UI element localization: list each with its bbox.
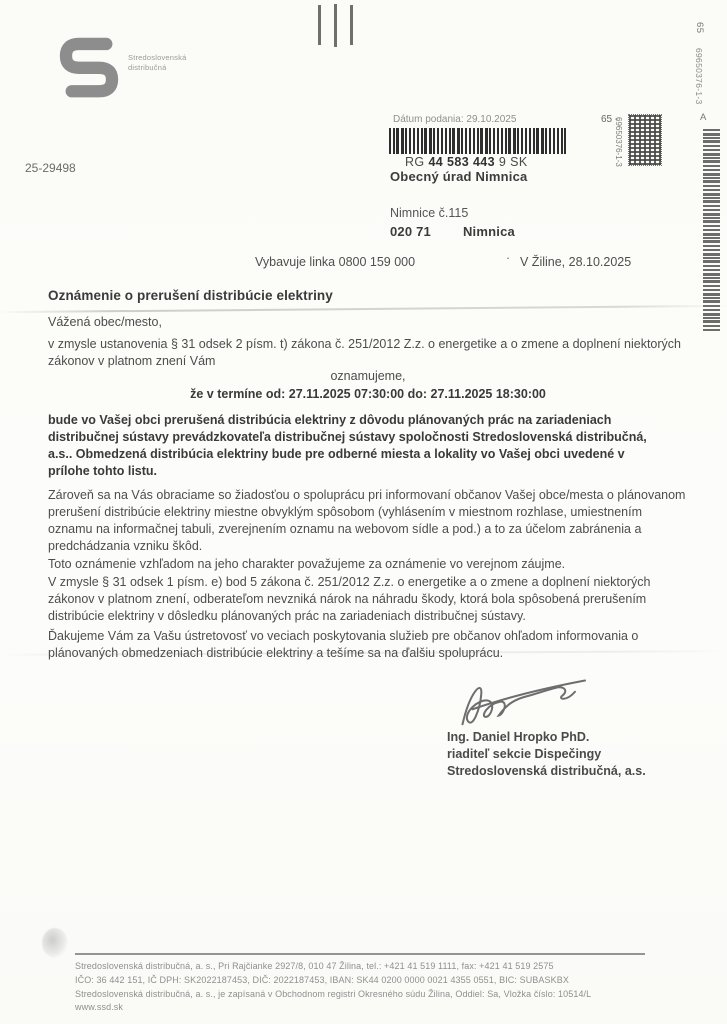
- footer-registration-ids: IČO: 36 442 151, IČ DPH: SK2022187453, DIČ: 2022187453, IBAN: SK44 0200 0000 0021 4355 0551, BIC: SUBASKBX: [75, 974, 569, 985]
- tracking-prefix: RG: [405, 155, 429, 169]
- scan-smudge: [42, 928, 68, 958]
- salutation: Vážená obec/mesto,: [48, 315, 162, 329]
- footer-website: www.ssd.sk: [75, 1002, 124, 1013]
- tracking-digits: 44 583 443: [428, 155, 495, 169]
- edge-barcode: [703, 129, 720, 331]
- signatory-company: Stredoslovenská distribučná, a.s.: [447, 764, 646, 778]
- tracking-number: [405, 155, 528, 169]
- recipient-city-line: [390, 224, 515, 239]
- signature-block: [447, 729, 646, 780]
- postal-barcode: [389, 128, 566, 154]
- recipient-zip: 020 71: [390, 224, 431, 239]
- term-line: že v termíne od: 27.11.2025 07:30:00 do: 27.11.2025 18:30:00: [190, 387, 546, 401]
- registration-mark: [334, 4, 337, 47]
- reference-number: 25-29498: [25, 161, 76, 175]
- logo-line1: Stredoslovenská: [128, 53, 187, 62]
- interruption-paragraph: bude vo Vašej obci prerušená distribúcia elektriny z dôvodu plánovaných prác na zariadeniach distribučnej sústavy prevádzkovateľa distribučnej sústavy spoločnosti Stredoslovenská distribučná, a.s.. Obmedzená distribúcia elektriny bude pre odberné miesta a lokality vo Vašej obci uvedené v prílohe tohto listu.: [48, 413, 647, 478]
- sticker-prefix: 65 -: [601, 114, 619, 125]
- footer-block: [75, 960, 591, 1015]
- recipient-city: Nimnica: [462, 224, 515, 239]
- posting-date: Dátum podania: 29.10.2025: [393, 114, 517, 125]
- place-date: V Žiline, 28.10.2025: [520, 255, 632, 269]
- public-interest-paragraph: Toto oznámenie vzhľadom na jeho charakter považujeme za oznámenie vo verejnom záujme.: [48, 557, 566, 571]
- edge-page-number: 65: [694, 22, 705, 34]
- cooperation-paragraph: Zároveň sa na Vás obraciame so žiadosťou o spoluprácu pri informovaní občanov Vašej obce/mesta o plánovanom prerušení distribúcie elektriny miestne obvyklým spôsobom (vyhlásením v miestnom rozhlase, umiestnením oznamu na informačnej tabuli, zverejnením oznamu na webovom sídle a pod.) a to za účelom zabránenia a predchádzania vzniku škôd.: [48, 488, 686, 553]
- registration-mark: [350, 5, 353, 45]
- scan-artifact-line: [0, 305, 727, 313]
- logo-line2: distribučná: [128, 62, 167, 72]
- recipient-street: Nimnice č.115: [390, 206, 469, 220]
- handwritten-signature: [445, 674, 620, 732]
- signatory-name: Ing. Daniel Hropko PhD.: [447, 730, 590, 744]
- footer-divider: [75, 953, 645, 955]
- ssd-logo-icon: [52, 30, 126, 104]
- footer-court-registry: Stredoslovenská distribučná, a. s., je zapísaná v Obchodnom registri Okresného súdu Žilina, Oddiel: Sa, Vložka číslo: 10514/L: [75, 988, 592, 999]
- registration-mark: [318, 5, 321, 45]
- sticker-code: 69650376-1-3: [614, 117, 623, 167]
- edge-document-code: 69650376-1-3: [694, 48, 704, 105]
- separator-dot: ·: [506, 251, 511, 265]
- handling-line: Vybavuje linka 0800 159 000: [255, 255, 416, 269]
- intro-paragraph: v zmysle ustanovenia § 31 odsek 2 písm. t) zákona č. 251/2012 Z.z. o energetike a o zmene a doplnení niektorých zákonov v platnom znení Vám: [48, 337, 682, 368]
- tracking-suffix: 9 SK: [495, 155, 528, 169]
- data-matrix-code: [629, 115, 661, 165]
- logo-wordmark: [128, 53, 186, 72]
- edge-letter: A: [700, 112, 707, 123]
- footer-address-line: Stredoslovenská distribučná, a. s., Pri Rajčianke 2927/8, 010 47 Žilina, tel.: +421 41 519 1111, fax: +421 41 519 2575: [75, 961, 554, 971]
- liability-paragraph: V zmysle § 31 odsek 1 písm. e) bod 5 zákona č. 251/2012 Z.z. o energetike a o zmene a doplnení niektorých zákonov v platnom znení, odberateľom nevzniká nárok na náhradu škody, ktorá bola spôsobená prerušením distribúcie elektriny v dôsledku plánovaných prác na zariadeniach distribučnej sústavy.: [48, 575, 651, 623]
- signatory-role: riaditeľ sekcie Dispečingy: [447, 747, 602, 761]
- document-title: Oznámenie o prerušení distribúcie elektriny: [48, 288, 333, 303]
- announce-word: oznamujeme,: [330, 369, 406, 383]
- thanks-paragraph: Ďakujeme Vám za Vašu ústretovosť vo veciach poskytovania služieb pre občanov ohľadom informovania o plánovaných obmedzeniach distribúcie elektriny a tešíme sa na ďalšiu spoluprácu.: [48, 629, 639, 660]
- recipient-name: Obecný úrad Nimnica: [390, 169, 528, 184]
